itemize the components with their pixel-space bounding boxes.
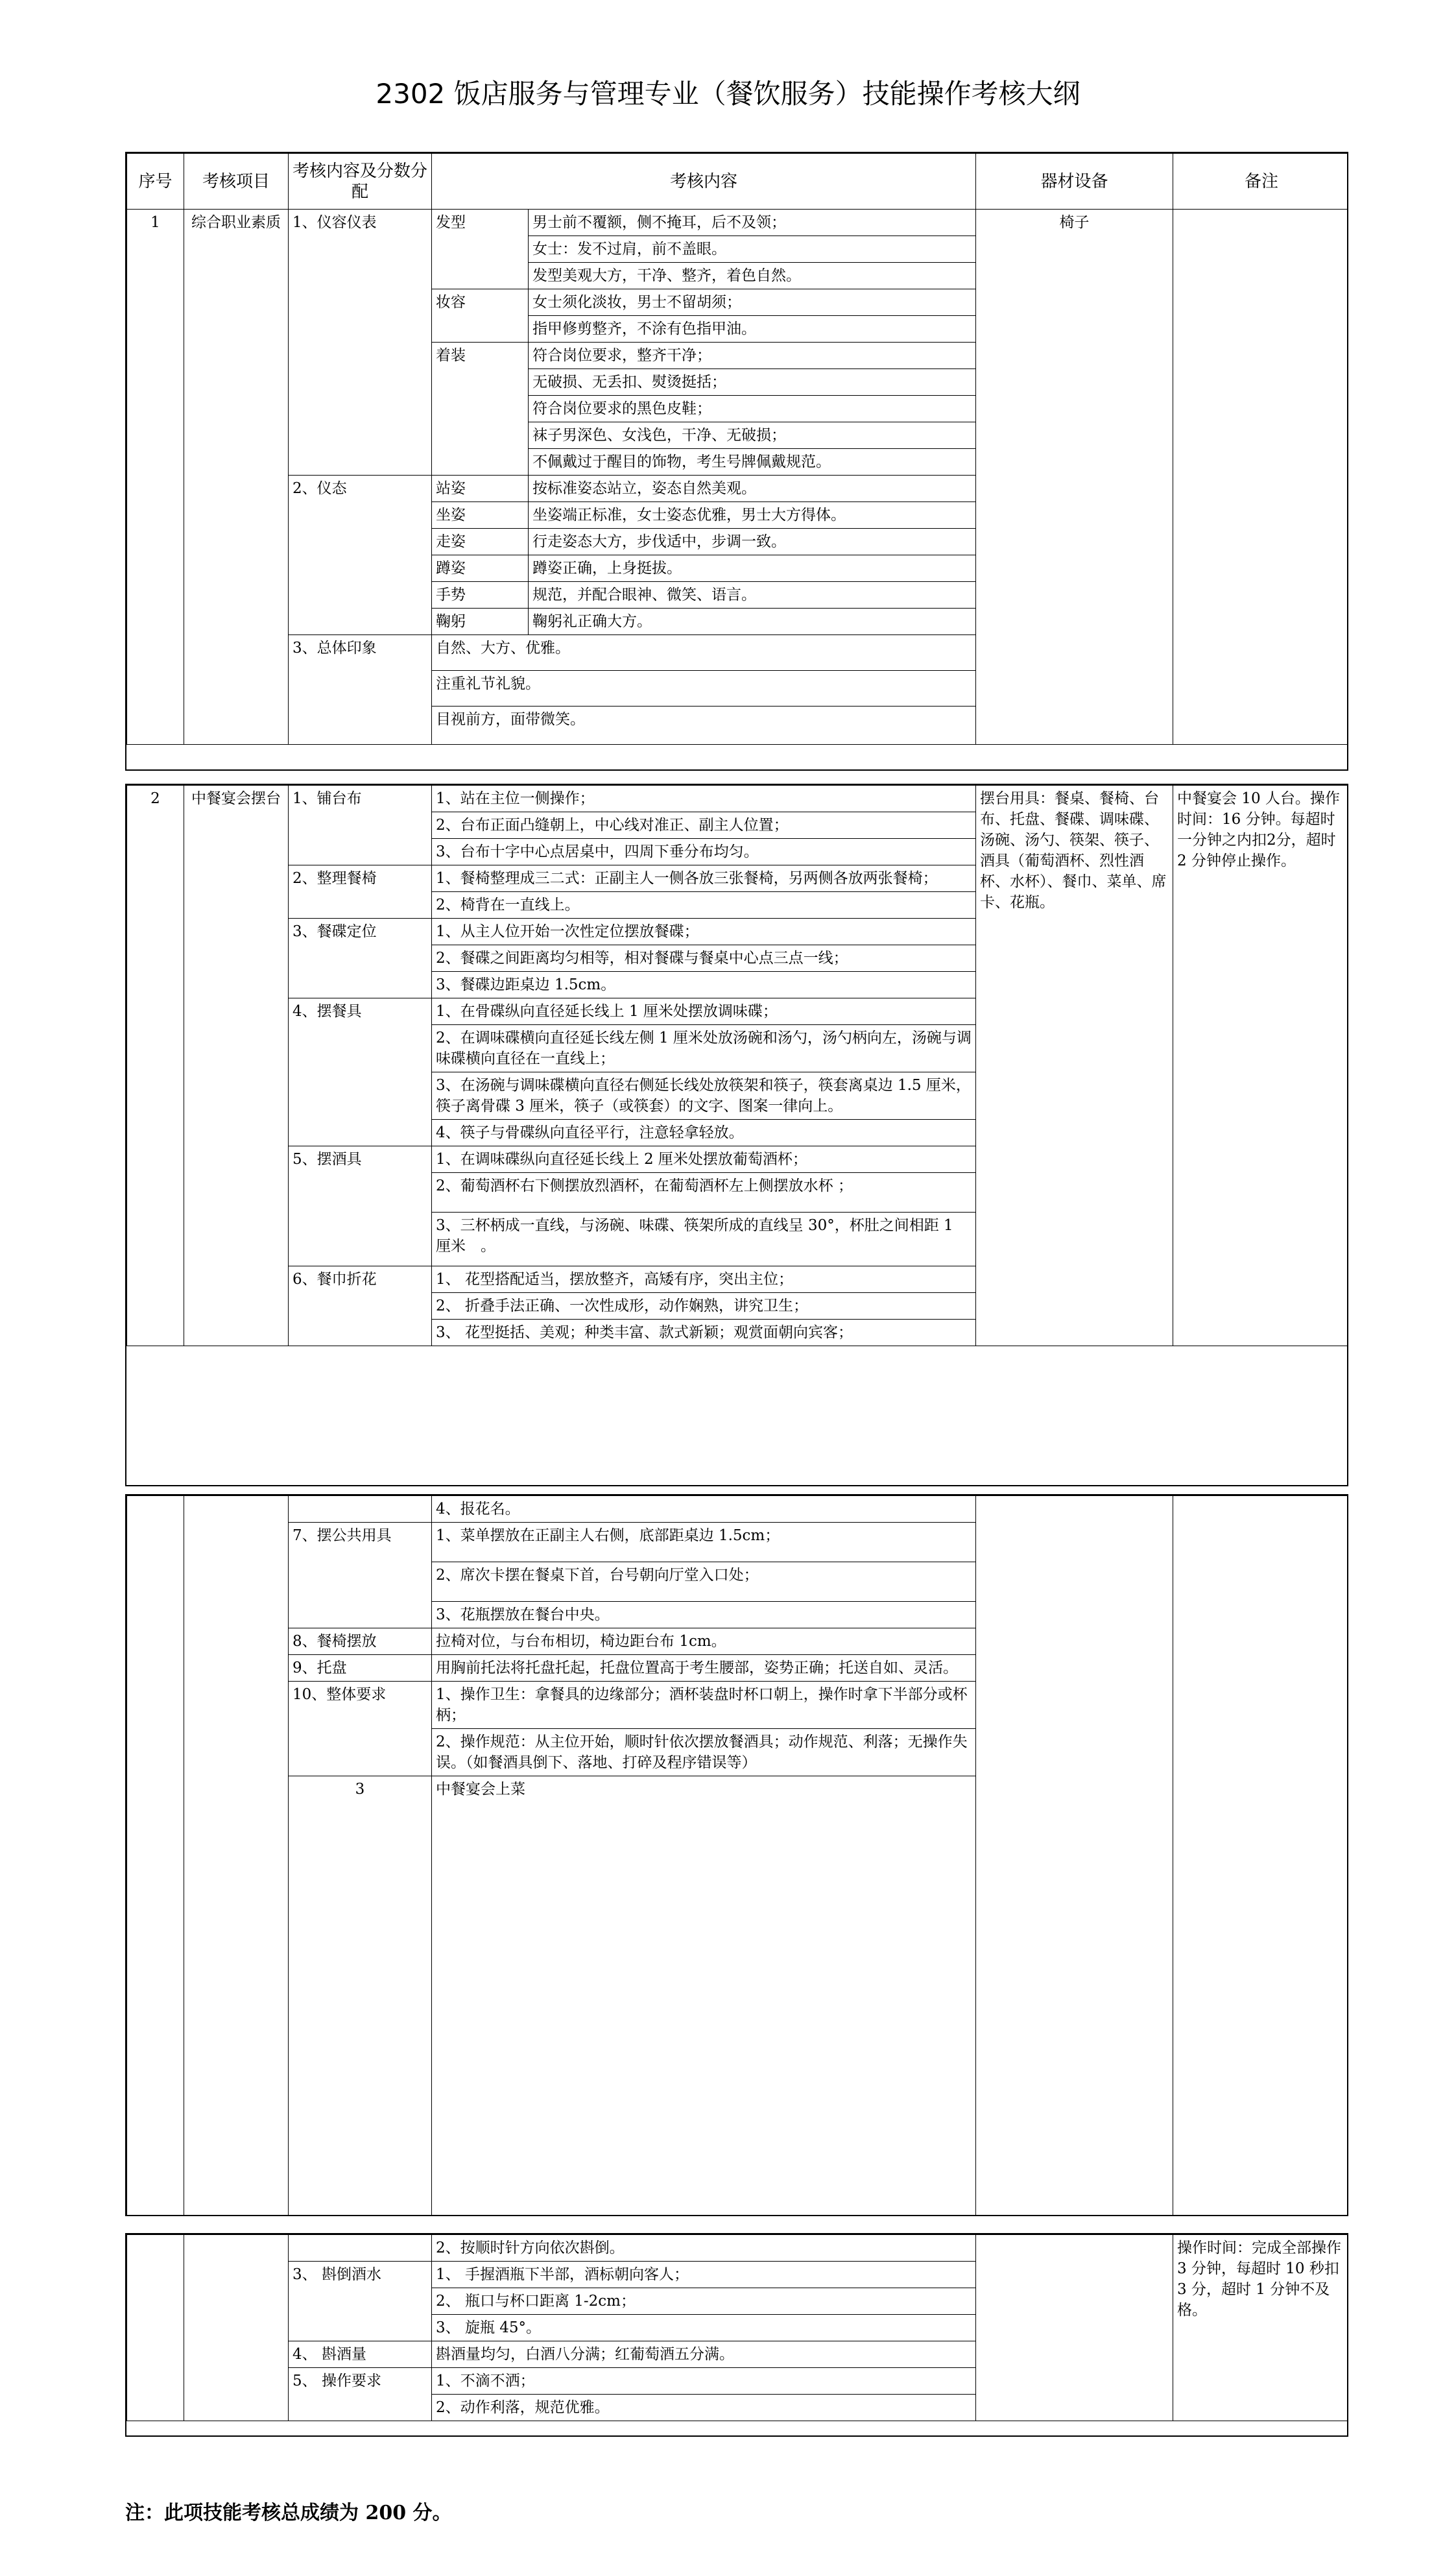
content-line: 3、 旋瓶 45°。 <box>432 2315 976 2341</box>
header-content-alloc: 考核内容及分数分配 <box>289 154 432 210</box>
group-label: 站姿 <box>432 476 529 502</box>
content-line: 目视前方，面带微笑。 <box>432 707 976 745</box>
content-line: 女士须化淡妆，男士不留胡须； <box>529 289 976 316</box>
content-line: 2、 瓶口与杯口距离 1-2cm； <box>432 2288 976 2315</box>
content-line: 3、花瓶摆放在餐台中央。 <box>432 1602 976 1628</box>
content-line: 女士：发不过肩，前不盖眼。 <box>529 236 976 263</box>
content-line: 2、按顺时针方向依次斟倒。 <box>432 2235 976 2262</box>
content-line: 1、 手握酒瓶下半部，酒标朝向客人； <box>432 2262 976 2288</box>
section-1-item: 综合职业素质 <box>184 210 289 745</box>
content-line: 1、站在主位一侧操作； <box>432 786 976 812</box>
group-label: 鞠躬 <box>432 609 529 635</box>
content-line: 行走姿态大方，步伐适中，步调一致。 <box>529 529 976 555</box>
content-line: 1、操作卫生：拿餐具的边缘部分；酒杯装盘时杯口朝上，操作时拿下半部分或杯柄； <box>432 1682 976 1729</box>
section-2-seq: 2 <box>127 786 184 1346</box>
section-2-sub-4: 4、摆餐具 <box>289 998 432 1146</box>
group-label: 坐姿 <box>432 502 529 529</box>
section-4-equipment-cont <box>976 2235 1173 2421</box>
content-line: 符合岗位要求的黑色皮鞋； <box>529 396 976 422</box>
content-line: 2、葡萄酒杯右下侧摆放烈酒杯，在葡萄酒杯左上侧摆放水杯 ； <box>432 1173 976 1213</box>
content-line: 1、从主人位开始一次性定位摆放餐碟； <box>432 919 976 945</box>
content-line: 3、三杯柄成一直线，与汤碗、味碟、筷架所成的直线呈 30°，杯肚之间相距 1 厘米 。 <box>432 1213 976 1266</box>
content-line: 2、台布正面凸缝朝上，中心线对准正、副主人位置； <box>432 812 976 839</box>
content-line: 3、餐碟边距桌边 1.5cm。 <box>432 972 976 998</box>
content-line: 2、操作规范：从主位开始，顺时针依次摆放餐酒具；动作规范、利落；无操作失误。（如餐酒具倒下、落地、打碎及程序错误等） <box>432 1729 976 1776</box>
section-2-sub-10: 10、整体要求 <box>289 1682 432 1776</box>
table-segment-1 <box>125 152 1348 771</box>
section-2-sub-9: 9、托盘 <box>289 1655 432 1682</box>
section-2-sub-6: 6、餐巾折花 <box>289 1266 432 1346</box>
content-line: 注重礼节礼貌。 <box>432 671 976 707</box>
section-1-remarks <box>1173 210 1348 745</box>
table-segment-2 <box>125 784 1348 1486</box>
group-label: 走姿 <box>432 529 529 555</box>
section-3-seq: 3 <box>289 1776 432 2217</box>
content-line: 1、菜单摆放在正副主人右侧，底部距桌边 1.5cm； <box>432 1523 976 1562</box>
content-line: 鞠躬礼正确大方。 <box>529 609 976 635</box>
content-line: 1、不滴不洒； <box>432 2368 976 2395</box>
section-2-sub-3: 3、餐碟定位 <box>289 919 432 998</box>
section-2-remarks-cont <box>1173 1496 1349 2217</box>
total-score-note: 注：此项技能考核总成绩为 200 分。 <box>125 2502 452 2524</box>
header-remarks: 备注 <box>1173 154 1348 210</box>
section-2-sub-2: 2、整理餐椅 <box>289 865 432 919</box>
content-line: 2、 折叠手法正确、一次性成形，动作娴熟，讲究卫生； <box>432 1293 976 1320</box>
content-line: 1、 花型搭配适当，摆放整齐，高矮有序，突出主位； <box>432 1266 976 1293</box>
content-line: 男士前不覆额，侧不掩耳，后不及领； <box>529 210 976 236</box>
section-2-sub-7: 7、摆公共用具 <box>289 1523 432 1628</box>
section-2-sub-8: 8、餐椅摆放 <box>289 1628 432 1655</box>
group-label: 发型 <box>432 210 529 289</box>
section-1-sub-1: 1、仪容仪表 <box>289 210 432 476</box>
section-4-item-cont <box>184 2235 289 2421</box>
content-line: 斟酒量均匀，白酒八分满；红葡萄酒五分满。 <box>432 2341 976 2368</box>
content-line: 蹲姿正确，上身挺拔。 <box>529 555 976 582</box>
group-label: 手势 <box>432 582 529 609</box>
content-line: 自然、大方、优雅。 <box>432 635 976 671</box>
section-2-item-cont <box>184 1496 289 2217</box>
section-4-seq-cont <box>127 2235 184 2421</box>
content-line: 拉椅对位，与台布相切，椅边距台布 1cm。 <box>432 1628 976 1655</box>
section-2-remarks: 中餐宴会 10 人台。操作时间：16 分钟。每超时一分钟之内扣2分，超时 2 分钟停止操作。 <box>1173 786 1349 1346</box>
content-line: 坐姿端正标准，女士姿态优雅，男士大方得体。 <box>529 502 976 529</box>
table-segment-3 <box>125 1494 1348 2216</box>
header-equipment: 器材设备 <box>976 154 1173 210</box>
section-4-sub-2-cont <box>289 2235 432 2262</box>
header-item: 考核项目 <box>184 154 289 210</box>
section-1-sub-3: 3、总体印象 <box>289 635 432 745</box>
content-line: 1、餐椅整理成三二式：正副主人一侧各放三张餐椅，另两侧各放两张餐椅； <box>432 865 976 892</box>
section-1-seq: 1 <box>127 210 184 745</box>
section-4-sub-3: 3、 斟倒酒水 <box>289 2262 432 2341</box>
section-1-equipment: 椅子 <box>976 210 1173 745</box>
content-line: 规范，并配合眼神、微笑、语言。 <box>529 582 976 609</box>
content-line: 指甲修剪整齐，不涂有色指甲油。 <box>529 316 976 343</box>
content-line: 3、在汤碗与调味碟横向直径右侧延长线处放筷架和筷子，筷套离桌边 1.5 厘米，筷子离骨碟 3 厘米，筷子（或筷套）的文字、图案一律向上。 <box>432 1072 976 1120</box>
content-line: 4、筷子与骨碟纵向直径平行，注意轻拿轻放。 <box>432 1120 976 1146</box>
content-line: 2、席次卡摆在餐桌下首，台号朝向厅堂入口处； <box>432 1562 976 1602</box>
section-4-sub-5: 5、 操作要求 <box>289 2368 432 2421</box>
content-line: 3、 花型挺括、美观；种类丰富、款式新颖；观赏面朝向宾客； <box>432 1320 976 1346</box>
content-line: 发型美观大方，干净、整齐，着色自然。 <box>529 263 976 289</box>
content-line: 2、椅背在一直线上。 <box>432 892 976 919</box>
section-2-seq-cont <box>127 1496 184 2217</box>
section-4-remarks-cont: 操作时间：完成全部操作 3 分钟，每超时 10 秒扣 3 分，超时 1 分钟不及格。 <box>1173 2235 1349 2421</box>
content-line: 符合岗位要求，整齐干净； <box>529 343 976 369</box>
content-line: 2、动作利落，规范优雅。 <box>432 2395 976 2421</box>
section-2-sub-6-cont <box>289 1496 432 1523</box>
header-content: 考核内容 <box>432 154 976 210</box>
content-line: 3、台布十字中心点居桌中，四周下垂分布均匀。 <box>432 839 976 865</box>
document-title: 2302 饭店服务与管理专业（餐饮服务）技能操作考核大纲 <box>376 78 1080 110</box>
content-line: 2、在调味碟横向直径延长线左侧 1 厘米处放汤碗和汤勺，汤勺柄向左，汤碗与调味碟横向直径在一直线上； <box>432 1025 976 1072</box>
section-2-equipment: 摆台用具：餐桌、餐椅、台布、托盘、餐碟、调味碟、汤碗、汤勺、筷架、筷子、酒具（葡萄酒杯、烈性酒杯、水杯）、餐巾、菜单、席卡、花瓶。 <box>976 786 1173 1346</box>
section-4-sub-4: 4、 斟酒量 <box>289 2341 432 2368</box>
section-1-sub-2: 2、仪态 <box>289 476 432 635</box>
section-2-sub-1: 1、铺台布 <box>289 786 432 865</box>
section-2-equipment-cont <box>976 1496 1173 2217</box>
content-line: 按标准姿态站立，姿态自然美观。 <box>529 476 976 502</box>
content-line: 4、报花名。 <box>432 1496 976 1523</box>
group-label: 着装 <box>432 343 529 476</box>
header-seq: 序号 <box>127 154 184 210</box>
content-line: 无破损、无丢扣、熨烫挺括； <box>529 369 976 396</box>
group-label: 妆容 <box>432 289 529 343</box>
group-label: 蹲姿 <box>432 555 529 582</box>
content-line: 不佩戴过于醒目的饰物，考生号牌佩戴规范。 <box>529 449 976 476</box>
content-line: 袜子男深色、女浅色，干净、无破损； <box>529 422 976 449</box>
section-2-item: 中餐宴会摆台 <box>184 786 289 1346</box>
section-2-sub-5: 5、摆酒具 <box>289 1146 432 1266</box>
content-line: 1、在骨碟纵向直径延长线上 1 厘米处摆放调味碟； <box>432 998 976 1025</box>
content-line: 2、餐碟之间距离均匀相等，相对餐碟与餐桌中心点三点一线； <box>432 945 976 972</box>
section-3-item: 中餐宴会上菜 <box>432 1776 976 2217</box>
content-line: 用胸前托法将托盘托起，托盘位置高于考生腰部，姿势正确；托送自如、灵活。 <box>432 1655 976 1682</box>
table-segment-4 <box>125 2233 1348 2437</box>
content-line: 1、在调味碟纵向直径延长线上 2 厘米处摆放葡萄酒杯； <box>432 1146 976 1173</box>
